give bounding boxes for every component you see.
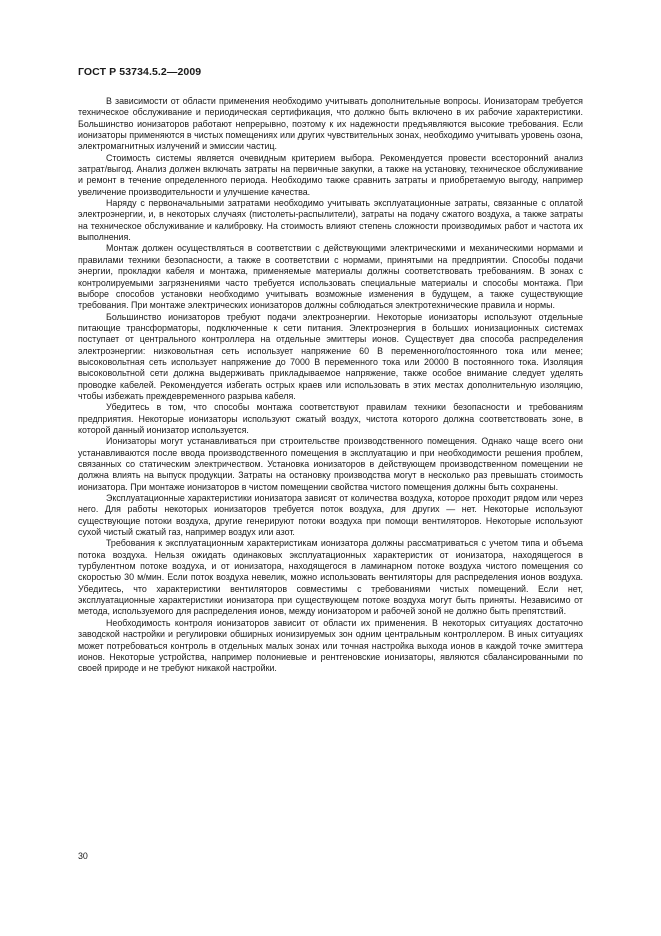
paragraph: Убедитесь в том, что способы монтажа соответствуют правилам техники безопасности и требованиям предприятия. Некоторые ионизаторы используют сжатый воздух, чистота которого должна соответствовать зоне, в которой данный ионизатор используется.	[78, 402, 583, 435]
standard-header: ГОСТ Р 53734.5.2—2009	[78, 66, 202, 78]
paragraph: Ионизаторы могут устанавливаться при строительстве производственного помещения. Однако чаще всего они устанавливаются после ввода производственного помещения в эксплуатацию и при необходимости решения проблем, связанных со статическим электричеством. Установка ионизаторов в действующем производственном помещении не должна влиять на выпуск продукции. Затраты на остановку производства могут в несколько раз превышать стоимость ионизатора. При монтаже ионизаторов в чистом помещении свойства чистого помещения должны быть сохранены.	[78, 436, 583, 492]
paragraph: Монтаж должен осуществляться в соответствии с действующими электрическими и механическими нормами и правилами техники безопасности, а также в соответствии с нормами, принятыми на предприятии. Способы подачи энергии, прокладки кабеля и монтажа, применяемые материалы должны соответствовать требованиям. В зонах с контролируемыми загрязнениями часто требуется использовать специальные материалы и способы монтажа. При выборе способов установки необходимо учитывать возможные изменения в будущем, а также существующие требования. При монтаже электрических ионизаторов должны соблюдаться электротехнические правила и нормы.	[78, 243, 583, 311]
page-number: 30	[78, 851, 88, 861]
paragraph: В зависимости от области применения необходимо учитывать дополнительные вопросы. Ионизаторам требуется техническое обслуживание и периодическая сертификация, что должно быть включено в их рабочие характеристики. Большинство ионизаторов работают непрерывно, поэтому к их надежности предъявляются высокие требования. Если ионизаторы применяются в чистых помещениях или других чувствительных зонах, необходимо учитывать уровень озона, электромагнитных излучений и эмиссии частиц.	[78, 96, 583, 152]
paragraph: Большинство ионизаторов требуют подачи электроэнергии. Некоторые ионизаторы используют отдельные питающие трансформаторы, подключенные к сети питания. Электроэнергия в больших ионизационных системах поступает от центрального контроллера на отдельные эмиттеры ионов. Существует два способа распределения электроэнергии: низковольтная сеть использует напряжение 60 В переменного/постоянного тока или менее; высоковольтная сеть использует напряжение до 7000 В переменного тока или 20000 В постоянного тока. Изоляция высоковольтной сети должна выдерживать прикладываемое напряжение, также особое внимание следует уделять проводке кабелей. Рекомендуется избегать острых краев или использовать в этих местах дополнительную изоляцию, чтобы избежать преждевременного разрыва кабеля.	[78, 311, 583, 401]
paragraph: Эксплуатационные характеристики ионизатора зависят от количества воздуха, которое проходит рядом или через него. Для работы некоторых ионизаторов требуется поток воздуха, для других — нет. Некоторые используют существующие потоки воздуха, другие генерируют потоки воздуха при помощи вентиляторов. Некоторые используют сухой чистый сжатый газ, например воздух или азот.	[78, 493, 583, 538]
paragraph: Требования к эксплуатационным характеристикам ионизатора должны рассматриваться с учетом типа и объема потока воздуха. Нельзя ожидать одинаковых эксплуатационных характеристик от ионизатора, находящегося в турбулентном потоке воздуха, и от ионизатора, находящегося в ламинарном потоке воздуха чистого помещения со скоростью 30 м/мин. Если поток воздуха невелик, можно использовать вентиляторы для распределения ионов воздуха. Убедитесь, что характеристики вентиляторов совместимы с требованиями чистых помещений. Если нет, эксплуатационные характеристики ионизатора при существующем потоке воздуха могут быть приняты. Независимо от метода, используемого для распределения ионов, между ионизатором и рабочей зоной не должно быть препятствий.	[78, 538, 583, 617]
body-text	[78, 96, 583, 675]
paragraph: Наряду с первоначальными затратами необходимо учитывать эксплуатационные затраты, связанные с оплатой электроэнергии, и, в некоторых случаях (пистолеты-распылители), затраты на подачу сжатого воздуха, а также затраты на техническое обслуживание и калибровку. На стоимость влияют степень сложности производимых работ и частота их выполнения.	[78, 198, 583, 243]
paragraph: Стоимость системы является очевидным критерием выбора. Рекомендуется провести всесторонний анализ затрат/выгод. Анализ должен включать затраты на первичные закупки, а также на установку, техническое обслуживание и ремонт в течение определенного периода. Необходимо также сравнить затраты и приобретаемую выгоду, например увеличение производительности и улучшение качества.	[78, 152, 583, 197]
paragraph: Необходимость контроля ионизаторов зависит от области их применения. В некоторых ситуациях достаточно заводской настройки и регулировки обширных ионизируемых зон одним центральным контроллером. В иных ситуациях может потребоваться контроль в отдельных малых зонах или точная настройка выхода ионов в каждой точке эмиттера ионов. Некоторые устройства, например полониевые и рентгеновские ионизаторы, являются сбалансированными по своей природе и не требуют никакой настройки.	[78, 617, 583, 674]
